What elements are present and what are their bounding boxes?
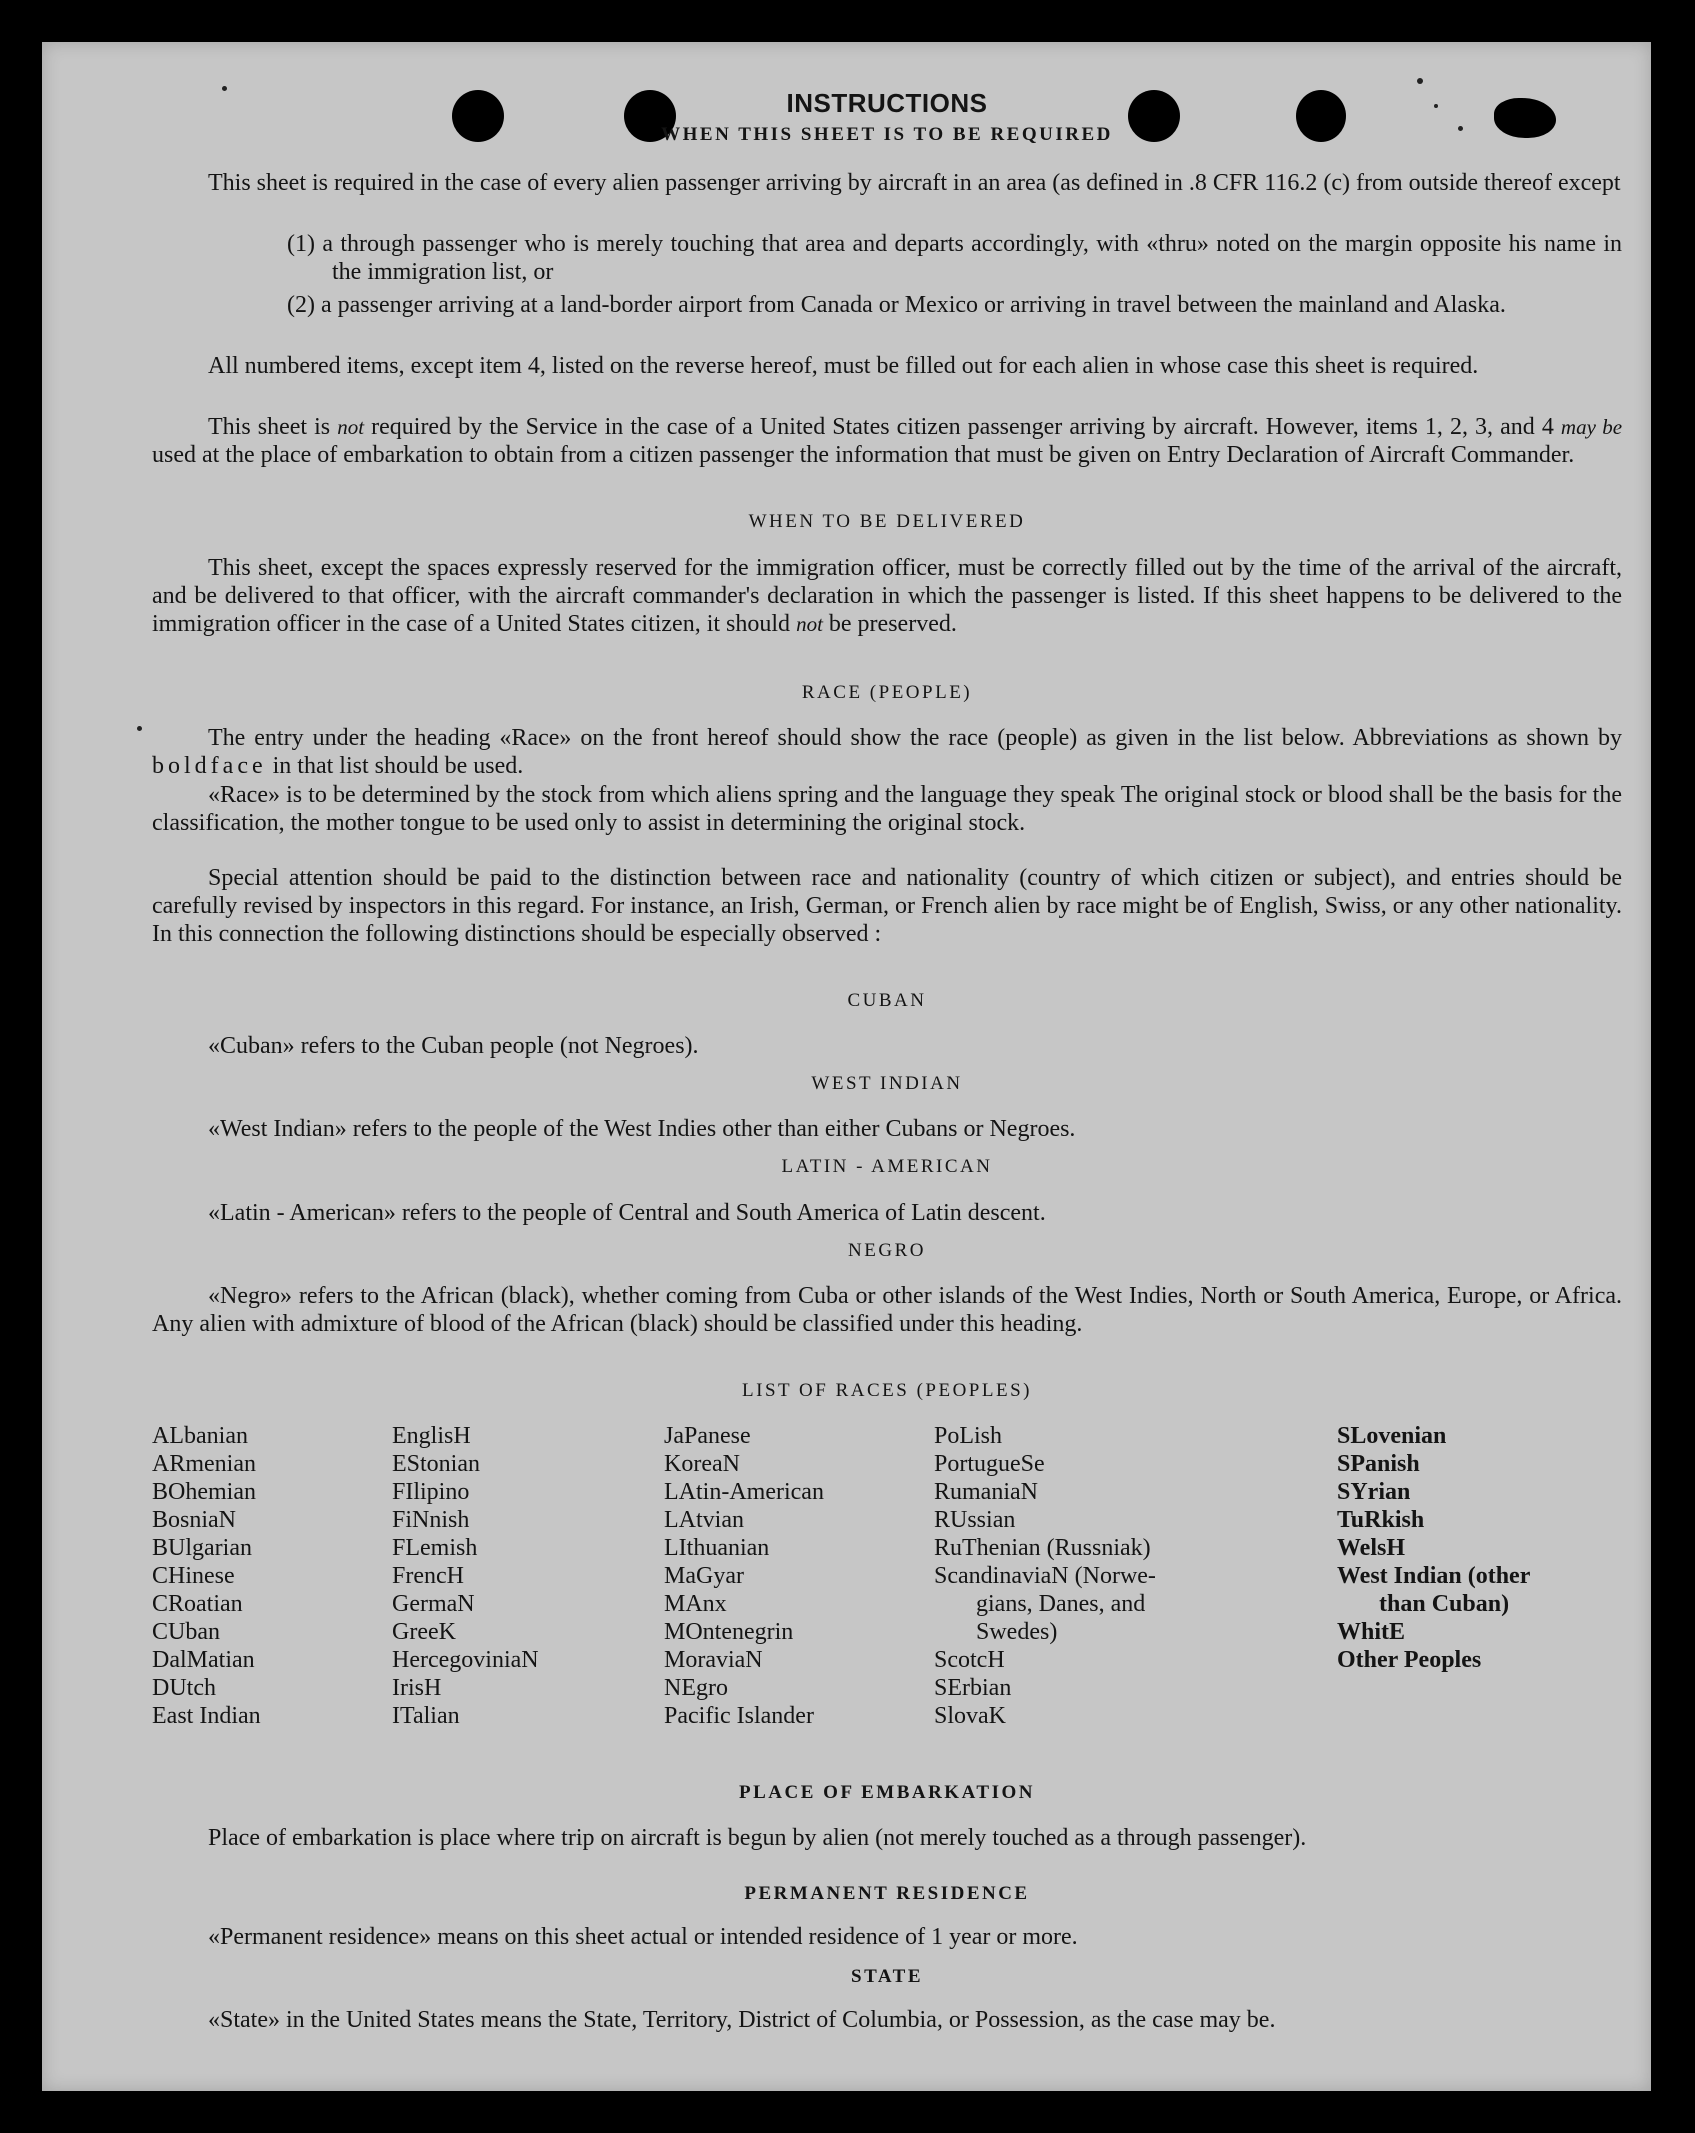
- list-item: FLemish: [392, 1535, 478, 1561]
- list-item: than Cuban): [1379, 1591, 1510, 1617]
- section-heading-state: STATE: [851, 1966, 923, 1987]
- list-item: LIthuanian: [664, 1535, 770, 1561]
- section-heading-list-of-races: LIST OF RACES (PEOPLES): [742, 1380, 1032, 1401]
- page-title: INSTRUCTIONS: [786, 88, 988, 118]
- list-item: FIlipino: [392, 1479, 470, 1505]
- section-heading-when-delivered: WHEN TO BE DELIVERED: [748, 511, 1026, 532]
- list-item: CRoatian: [152, 1591, 243, 1617]
- list-item: SLovenian: [1337, 1423, 1447, 1449]
- section-heading-embarkation: PLACE OF EMBARKATION: [739, 1782, 1035, 1803]
- list-item: ALbanian: [152, 1423, 248, 1449]
- list-item: KoreaN: [664, 1451, 740, 1477]
- list-item: RuThenian (Russniak): [934, 1535, 1151, 1561]
- races-column-3: [664, 1422, 824, 1730]
- list-item: WelsH: [1337, 1535, 1406, 1561]
- paragraph: The entry under the heading «Race» on the front hereof should show the race (people) as given in the list below. Abbreviations as shown by boldface in that list should be used.: [152, 725, 1622, 779]
- list-item: DalMatian: [152, 1647, 255, 1673]
- list-item: NEgro: [664, 1675, 728, 1701]
- list-item: HercegoviniaN: [392, 1647, 539, 1673]
- speck: [137, 726, 142, 731]
- races-column-2: [392, 1422, 539, 1730]
- list-item: Swedes): [976, 1619, 1058, 1645]
- list-item: ARmenian: [152, 1451, 256, 1477]
- paragraph: «West Indian» refers to the people of the West Indies other than either Cubans or Negroes.: [208, 1116, 1076, 1142]
- list-item: ScotcH: [934, 1647, 1005, 1673]
- list-item: MaGyar: [664, 1563, 744, 1589]
- list-item: TuRkish: [1337, 1507, 1425, 1533]
- paragraph: «Cuban» refers to the Cuban people (not Negroes).: [208, 1033, 699, 1059]
- list-item: SYrian: [1337, 1479, 1411, 1505]
- paragraph: This sheet, except the spaces expressly reserved for the immigration officer, must be correctly filled out by the time of the arrival of the aircraft, and be delivered to that officer, with the aircraft commander's declaration in which the passenger is listed. If this sheet happens to be delivered to the immigration officer in the case of a United States citizen, it should not be preserved.: [152, 555, 1622, 637]
- list-item: SlovaK: [934, 1703, 1006, 1729]
- section-heading-residence: PERMANENT RESIDENCE: [744, 1883, 1030, 1904]
- races-column-5: [1337, 1422, 1530, 1674]
- list-item: PoLish: [934, 1423, 1003, 1449]
- list-item: JaPanese: [664, 1423, 751, 1449]
- list-item: IrisH: [392, 1675, 442, 1701]
- list-item: GermaN: [392, 1591, 475, 1617]
- races-column-1: [152, 1422, 261, 1730]
- paragraph: «Race» is to be determined by the stock from which aliens spring and the language they speak The original stock or blood shall be the basis for the classification, the mother tongue to be used only to assist in determining the original stock.: [152, 782, 1622, 836]
- list-item: West Indian (other: [1337, 1563, 1531, 1589]
- paragraph: «State» in the United States means the State, Territory, District of Columbia, or Possession, as the case may be.: [208, 2007, 1276, 2033]
- list-item: DUtch: [152, 1675, 216, 1701]
- list-item: MOntenegrin: [664, 1619, 794, 1645]
- list-item: MoraviaN: [664, 1647, 763, 1673]
- paragraph: Special attention should be paid to the distinction between race and nationality (country of which citizen or subject), and entries should be carefully revised by inspectors in this regard. For instance, an Irish, German, or French alien by race might be of English, Swiss, or any other nationality. In this connection the following distinctions should be especially observed :: [152, 865, 1622, 947]
- list-item: PortugueSe: [934, 1451, 1045, 1477]
- list-item: CUban: [152, 1619, 220, 1645]
- list-item: Pacific Islander: [664, 1703, 814, 1729]
- paragraph: «Negro» refers to the African (black), whether coming from Cuba or other islands of the West Indies, North or South America, Europe, or Africa. Any alien with admixture of blood of the African (black) should be classified under this heading.: [152, 1283, 1622, 1337]
- list-item: WhitE: [1337, 1619, 1406, 1645]
- list-item: CHinese: [152, 1563, 235, 1589]
- races-list: [152, 1422, 1622, 1729]
- list-item: East Indian: [152, 1703, 261, 1729]
- races-column-4: [934, 1422, 1156, 1730]
- list-item: SPanish: [1337, 1451, 1420, 1477]
- section-heading-west-indian: WEST INDIAN: [811, 1073, 963, 1094]
- list-item: RUssian: [934, 1507, 1016, 1533]
- list-item: RumaniaN: [934, 1479, 1038, 1505]
- list-item: FrencH: [392, 1563, 464, 1589]
- list-item: MAnx: [664, 1591, 727, 1617]
- list-item: LAtin-American: [664, 1479, 824, 1505]
- speck: [1417, 78, 1423, 84]
- section-heading-race: RACE (PEOPLE): [801, 682, 973, 703]
- list-item: BOhemian: [152, 1479, 256, 1505]
- section-heading-latin-american: LATIN - AMERICAN: [781, 1156, 993, 1177]
- list-item: SErbian: [934, 1675, 1012, 1701]
- paragraph: All numbered items, except item 4, listed on the reverse hereof, must be filled out for each alien in whose case this sheet is required.: [208, 353, 1479, 379]
- section-heading-negro: NEGRO: [848, 1240, 926, 1261]
- list-item: LAtvian: [664, 1507, 744, 1533]
- list-item: Other Peoples: [1337, 1647, 1482, 1673]
- paragraph: Place of embarkation is place where trip on aircraft is begun by alien (not merely touched as a through passenger).: [208, 1825, 1307, 1851]
- list-item: GreeK: [392, 1619, 456, 1645]
- list-item: gians, Danes, and: [976, 1591, 1146, 1617]
- list-item: (2) a passenger arriving at a land-border airport from Canada or Mexico or arriving in travel between the mainland and Alaska.: [287, 292, 1506, 318]
- section-heading-when-required: WHEN THIS SHEET IS TO BE REQUIRED: [661, 124, 1113, 145]
- paragraph: «Permanent residence» means on this sheet actual or intended residence of 1 year or more.: [208, 1924, 1078, 1950]
- paragraph: This sheet is not required by the Service in the case of a United States citizen passenger arriving by aircraft. However, items 1, 2, 3, and 4 may be used at the place of embarkation to obtain from a citizen passenger the information that must be given on Entry Declaration of Aircraft Commander.: [152, 414, 1623, 468]
- list-item: BUlgarian: [152, 1535, 252, 1561]
- list-item: ScandinaviaN (Norwe-: [934, 1563, 1156, 1589]
- paragraph: «Latin - American» refers to the people of Central and South America of Latin descent.: [208, 1200, 1046, 1226]
- list-item: BosniaN: [152, 1507, 236, 1533]
- list-item: (1) a through passenger who is merely touching that area and departs accordingly, with «thru» noted on the margin opposite his name in the immigration list, or: [287, 231, 1622, 285]
- list-item: EnglisH: [392, 1423, 471, 1449]
- section-heading-cuban: CUBAN: [847, 990, 927, 1011]
- list-item: ITalian: [392, 1703, 460, 1729]
- list-item: FiNnish: [392, 1507, 470, 1533]
- list-item: EStonian: [392, 1451, 480, 1477]
- paragraph: This sheet is required in the case of every alien passenger arriving by aircraft in an area (as defined in .8 CFR 116.2 (c) from outside thereof except: [208, 170, 1621, 196]
- document-sheet: [42, 42, 1651, 2091]
